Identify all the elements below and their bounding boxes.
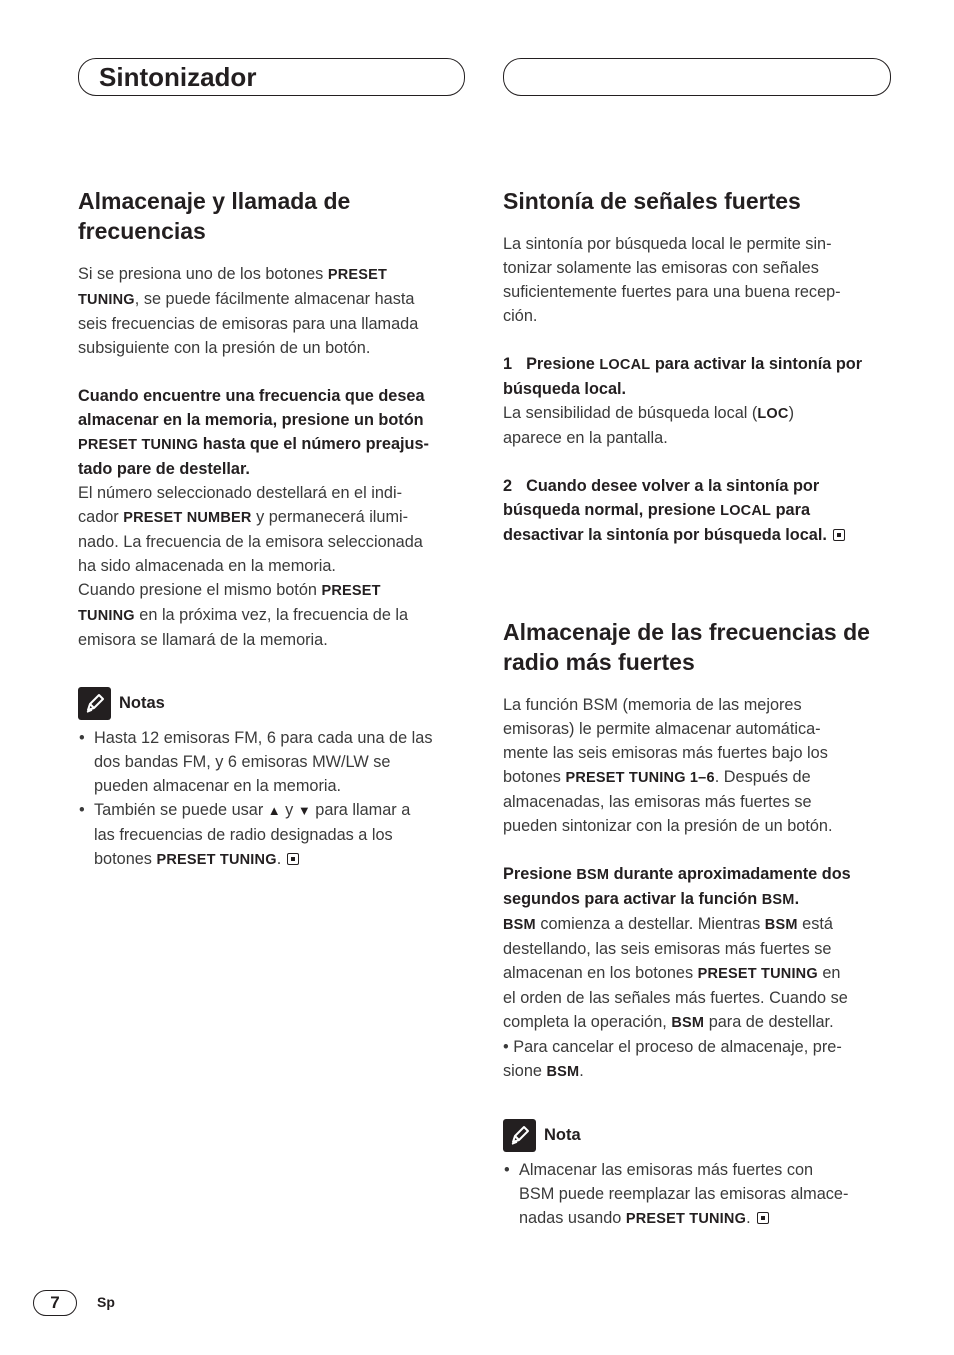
page-number: 7	[33, 1290, 77, 1316]
notes-list	[78, 726, 468, 872]
pencil-icon	[83, 691, 107, 715]
intro-paragraph: La función BSM (memoria de las mejores emisoras) le permite almacenar automática- mente las seis emisoras más fuertes bajo los botones PRESET TUNING 1–6. Después de almacenadas, las emisoras más fuertes se pueden sintonizar con la presión de un botón.	[503, 696, 833, 835]
body-paragraph: El número seleccionado destellará en el indi- cador PRESET NUMBER y permanecerá ilumi- nado. La frecuencia de la emisora seleccionada ha sido almacenada en la memoria.	[78, 484, 423, 575]
left-column	[78, 186, 468, 872]
pencil-note-icon	[503, 1119, 536, 1152]
down-arrow-icon: ▼	[297, 803, 311, 818]
body-paragraph: BSM comienza a destellar. Mientras BSM está destellando, las seis emisoras más fuertes se almacenan en los botones PRESET TUNING en el orden de las señales más fuertes. Cuando se completa la operación, BSM para de destellar. • Para cancelar el proceso de almacenaje, pre- sione BSM.	[503, 915, 848, 1080]
end-of-section-icon	[287, 853, 299, 865]
note-label: Nota	[544, 1125, 581, 1144]
note-list	[503, 1158, 893, 1231]
note-header	[503, 1118, 893, 1152]
step-instruction: Presione BSM durante aproximadamente dos segundos para activar la función BSM.	[503, 865, 851, 908]
intro-paragraph: Si se presiona uno de los botones PRESET TUNING, se puede fácilmente almacenar hasta seis frecuencias de emisoras para una llamada subsiguiente con la presión de un botón.	[78, 265, 419, 357]
section-tab-blank	[503, 58, 891, 96]
notes-label: Notas	[119, 693, 165, 712]
heading-almacenaje-frecuencias-fuertes: Almacenaje de las frecuencias de radio más fuertes	[503, 619, 870, 675]
list-item: • Almacenar las emisoras más fuertes con BSM puede reemplazar las emisoras almace- nadas usando PRESET TUNING.	[503, 1158, 893, 1231]
intro-paragraph: La sintonía por búsqueda local le permite sin- tonizar solamente las emisoras con señales suficientemente fuertes para una buena recep- ción.	[503, 235, 841, 325]
end-of-section-icon	[757, 1212, 769, 1224]
right-column	[503, 186, 893, 1231]
end-of-section-icon	[833, 529, 845, 541]
body-paragraph: Cuando presione el mismo botón PRESET TUNING en la próxima vez, la frecuencia de la emisora se llamará de la memoria.	[78, 581, 409, 649]
notes-header	[78, 686, 468, 720]
section-title: Sintonizador	[99, 62, 257, 92]
section-tab	[78, 58, 465, 96]
heading-sintonia-senales: Sintonía de señales fuertes	[503, 188, 801, 214]
pencil-note-icon	[78, 687, 111, 720]
step-1: 1 Presione LOCAL para activar la sintonía por búsqueda local.	[503, 355, 863, 398]
step-2: 2 Cuando desee volver a la sintonía por búsqueda normal, presione LOCAL para desactivar la sintonía por búsqueda local.	[503, 474, 893, 547]
list-item: • Hasta 12 emisoras FM, 6 para cada una de las dos bandas FM, y 6 emisoras MW/LW se pueden almacenar en la memoria.	[78, 726, 468, 798]
step-instruction: Cuando encuentre una frecuencia que desea almacenar en la memoria, presione un botón PRESET TUNING hasta que el número preajus- tado pare de destellar.	[78, 387, 429, 478]
heading-almacenaje-llamada: Almacenaje y llamada de frecuencias	[78, 188, 351, 244]
pencil-icon	[508, 1123, 532, 1147]
up-arrow-icon: ▲	[267, 803, 281, 818]
list-item: • También se puede usar ▲ y ▼ para llamar a las frecuencias de radio designadas a los botones PRESET TUNING.	[78, 798, 468, 872]
language-code: Sp	[97, 1294, 115, 1310]
step-1-body: La sensibilidad de búsqueda local (LOC) aparece en la pantalla.	[503, 404, 794, 447]
